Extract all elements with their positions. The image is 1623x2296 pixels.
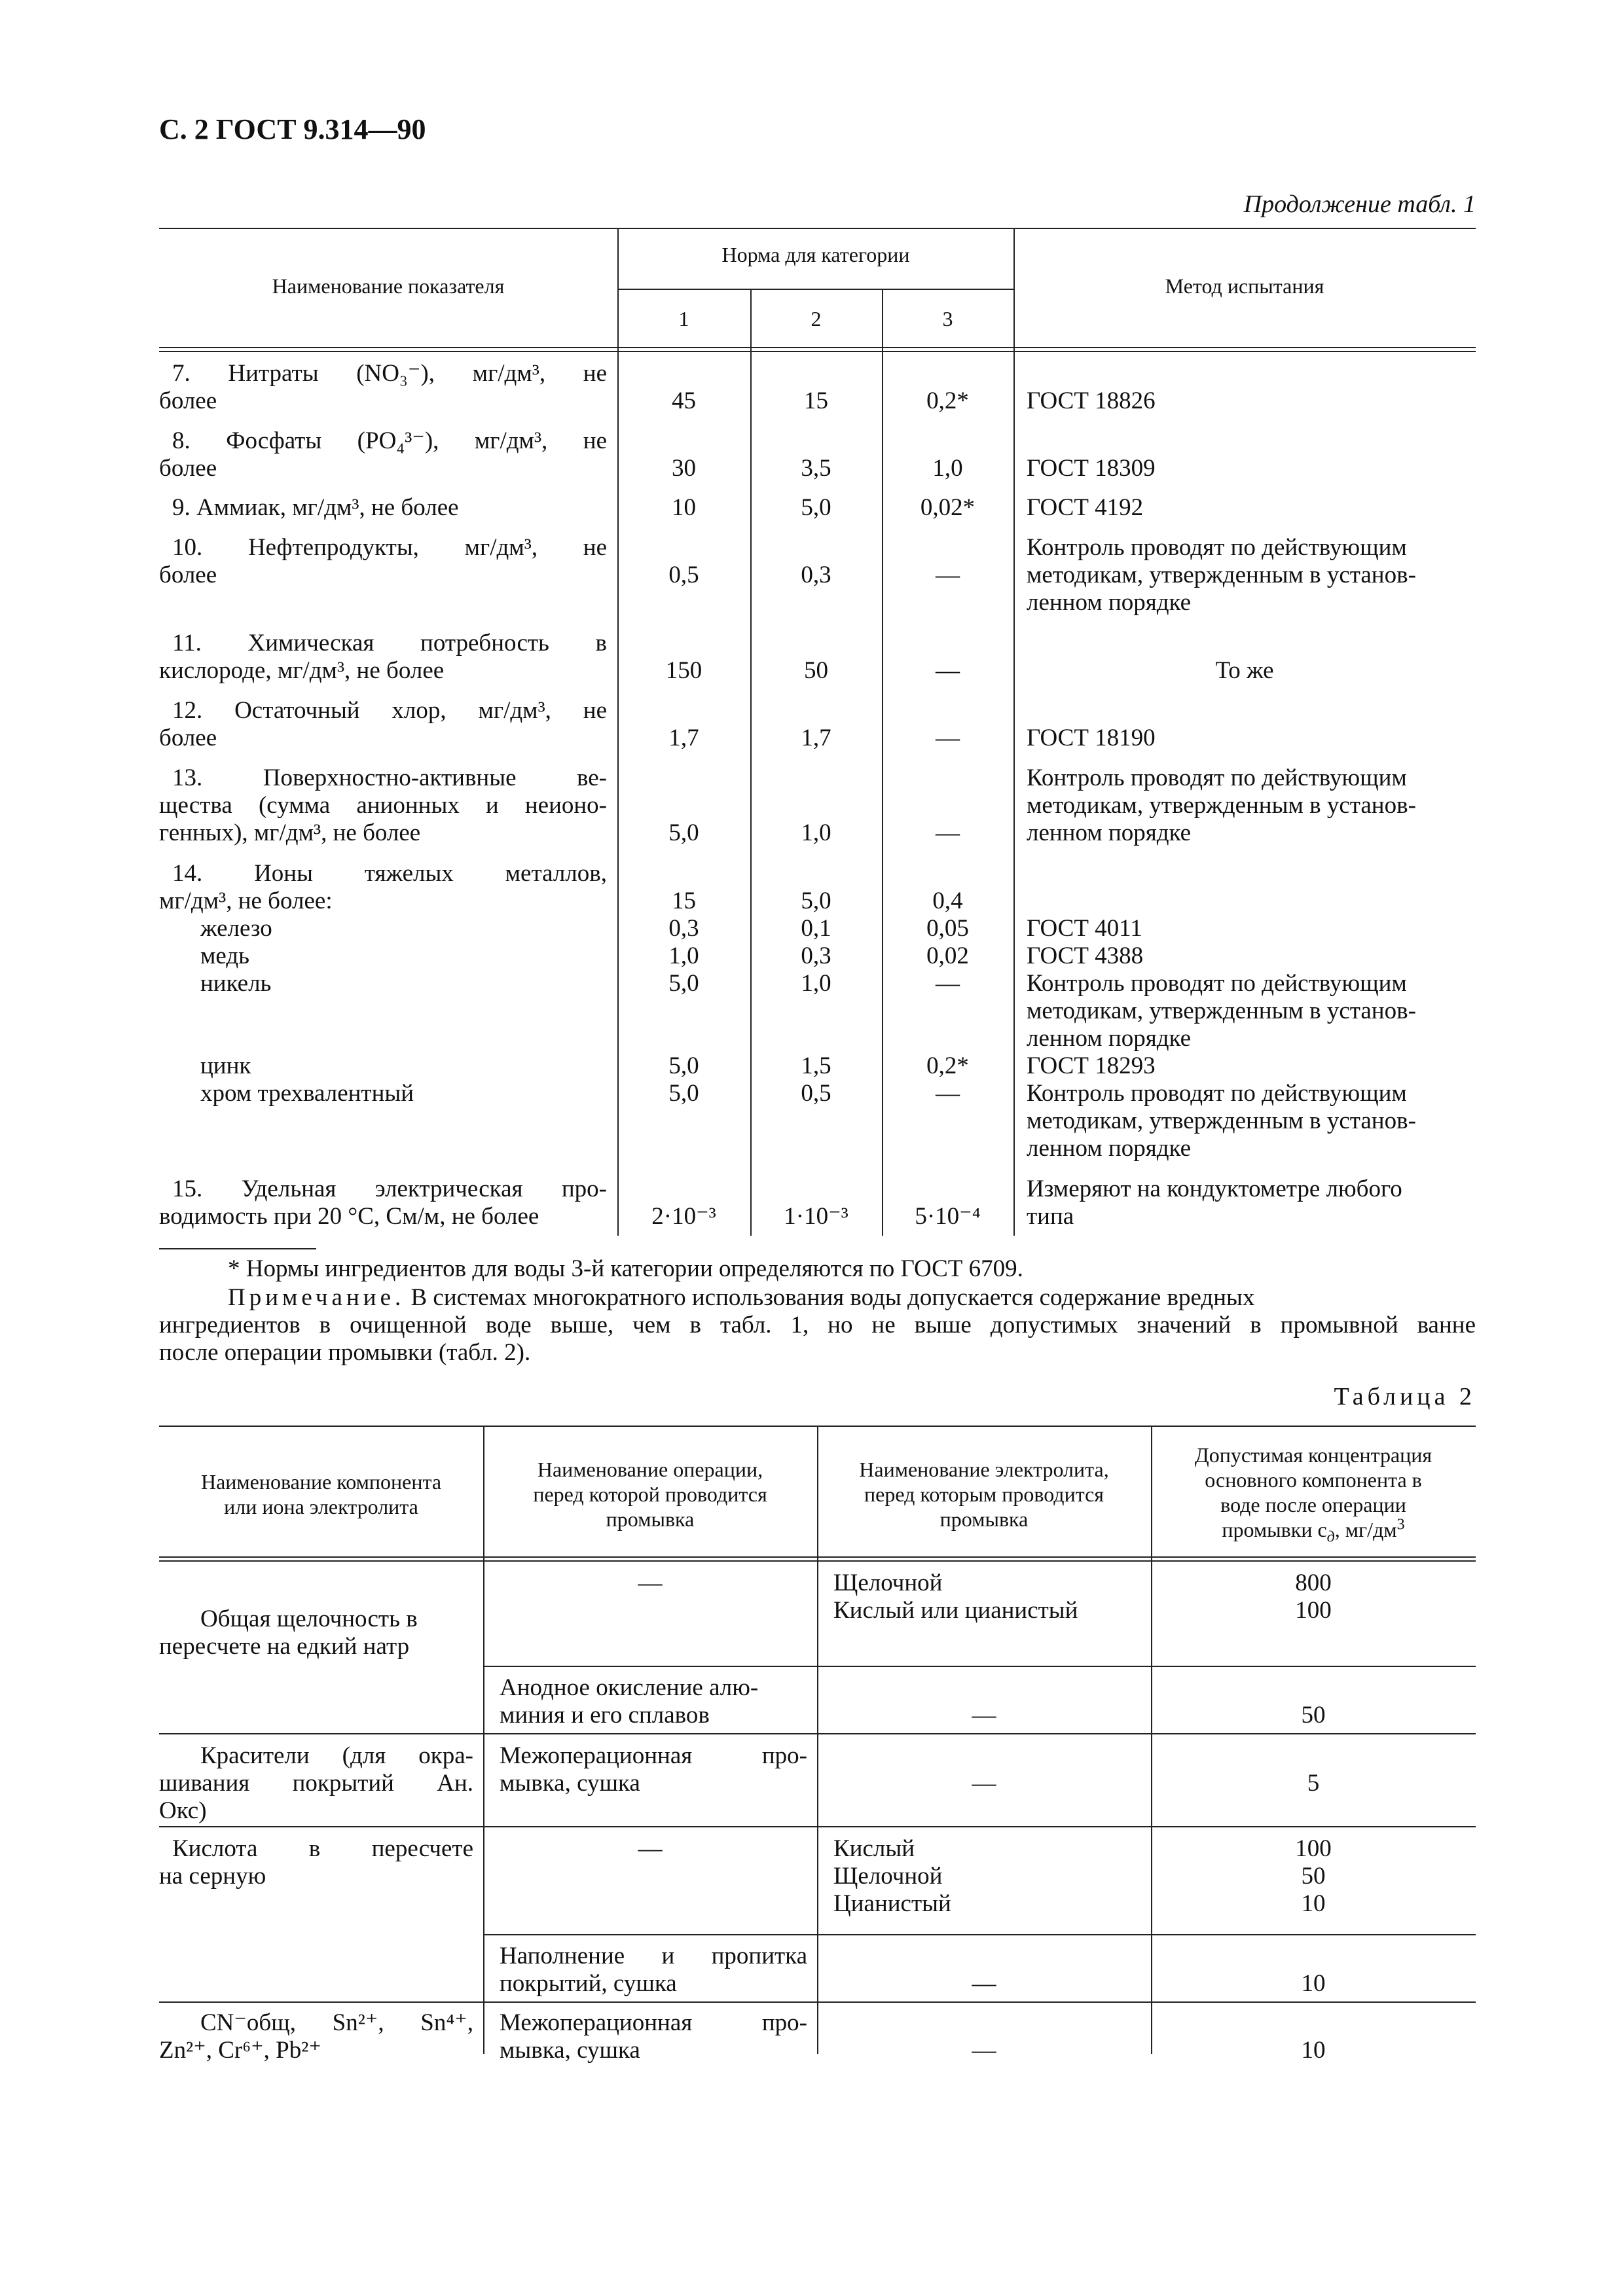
table-1: Наименование показателя Норма для категории 1 2 3 Метод испытания 7. Нитраты (NO₃⁻), мг/дм³, не более 45 15 0,2* ГОСТ 18826 8. Фосфаты (PO₄³⁻), мг/дм³, не более 30 3,5 1,0 ГОСТ 18309 9. Аммиак, мг/дм³, не более 10 5,0 0,02* ГОСТ 4192 10. Нефтепродукты, мг/дм³, не более 0,5 0,3 — Контроль проводят по действующим методикам, утвержденным в установ- ленном порядке 11. Химическая потребность в кислороде, мг/дм³, не более 150 50 — То же 12. Остаточный хлор, мг/дм³, не более 1,7 1,7 — ГОСТ 18190 13. Поверхностно-активные ве- щества (сумма анионных и неионо- генных), мг/дм³, не более 5,0 1,0 — Контроль проводят по действующим методикам, утвержденным в установ- ленном порядке 14. Ионы тяжелых металлов, мг/дм³, не более: 15 5,0 0,4 железо 0,3 0,1 0,05 ГОСТ 4011 медь 1,0 0,3 0,02 ГОСТ 4388 никель 5,0 1,0 — Контроль проводят по действующим методикам, утвержденным в установ- ленном порядке цинк 5,0 1,5 0,2* ГОСТ 18293 хром трехвалентный 5,0 0,5 — Контроль проводят по действующим методикам, утвержденным в установ- ленном порядке 15. Удельная электрическая про- водимость при 20 °С, См/м, не более 2·10⁻³ 1·10⁻³ 5·10⁻⁴ Измеряют на кондуктометре любого типа: [159, 228, 1476, 1249]
col-header-cat2: 2: [811, 307, 822, 331]
table-2-title: Таблица 2: [1334, 1383, 1476, 1410]
t2-col-header-concentration: Допустимая концентрация основного компонента в воде после операции промывки $c_д$, $мг/дм^3$: [1194, 1443, 1432, 1546]
note-label: Примечание.: [228, 1284, 405, 1311]
col-header-cat1: 1: [678, 307, 689, 331]
t2-col-header-component: Наименование компонента или иона электролита: [200, 1470, 442, 1518]
t2-col-header-electrolyte: Наименование электролита, перед которым проводится промывка: [859, 1458, 1109, 1531]
table-continuation-label: Продолжение табл. 1: [1243, 190, 1476, 218]
t2-col-header-operation: Наименование операции, перед которой проводится промывка: [533, 1458, 767, 1531]
note-line-2: ингредиентов в очищенной воде выше, чем в табл. 1, но не выше допустимых значений в промывной ванне: [159, 1312, 1476, 1338]
col-header-name: Наименование показателя: [272, 274, 505, 298]
footnote: * Нормы ингредиентов для воды 3-й категории определяются по ГОСТ 6709.: [228, 1255, 1023, 1282]
note-line-3: после операции промывки (табл. 2).: [159, 1339, 531, 1366]
note-line-1: [228, 1284, 1476, 1312]
col-header-method: Метод испытания: [1165, 274, 1324, 298]
col-header-norm: Норма для категории: [721, 243, 910, 266]
col-header-cat3: 3: [942, 307, 953, 331]
footnote-separator: [159, 1248, 316, 1249]
page-header: С. 2 ГОСТ 9.314—90: [159, 113, 426, 145]
table-2: Наименование компонента или иона электролита Наименование операции, перед которой проводится промывка Наименование электролита, перед которым проводится промывка Допустимая концентрация основного компонента в воде после операции промывки $c_д$, $мг/дм^3$ Общая щелочность в пересчете на едкий натр — Щелочной Кислый или цианистый 800 100 Анодное окисление алю- миния и его сплавов — 50 Красители (для окра- шивания покрытий Ан. Окс) Межоперационная про- мывка, сушка — 5 Кислота в пересчете на серную — Кислый Щелочной Цианистый 100 50 10 Наполнение и пропитка покрытий, сушка — 10 CN⁻общ, Sn²⁺, Sn⁴⁺, Zn²⁺, Cr⁶⁺, Pb²⁺ Межоперационная про- мывка, сушка — 10: [159, 1426, 1476, 2054]
note-text-1: В системах многократного использования воды допускается содержание вредных: [410, 1284, 1255, 1311]
